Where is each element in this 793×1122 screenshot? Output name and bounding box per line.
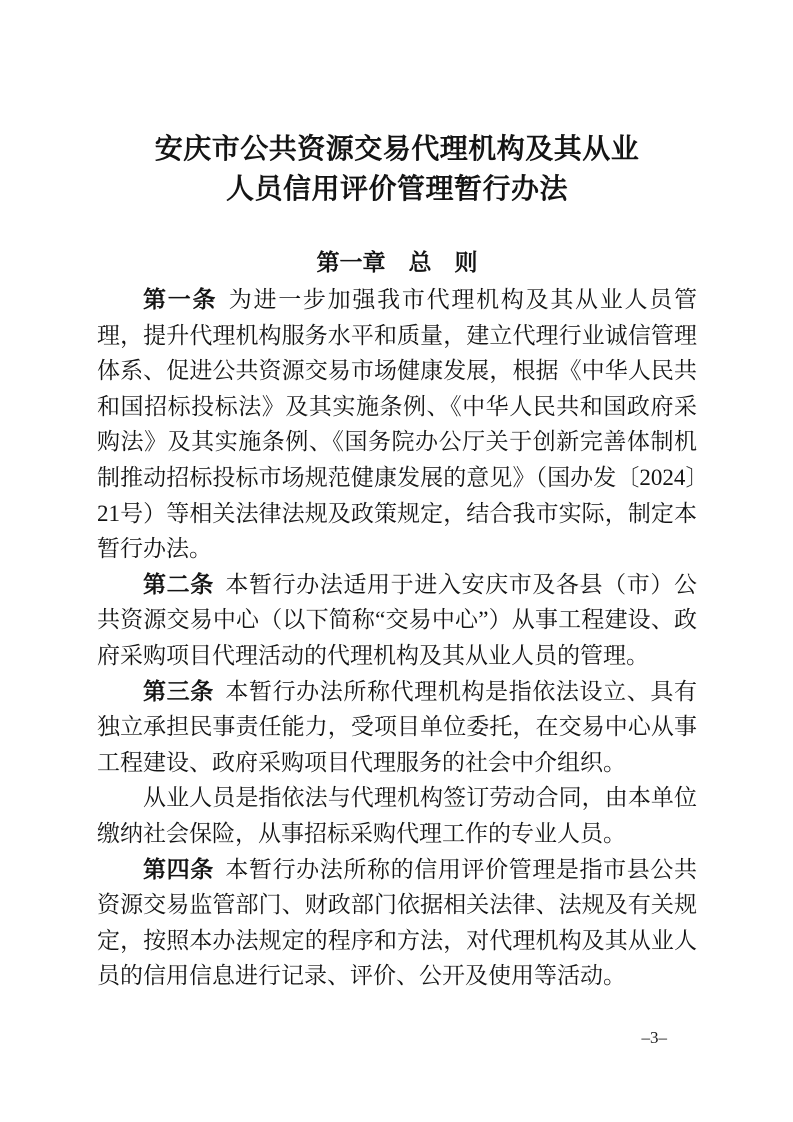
article-content: 为进一步加强我市代理机构及其从业人员管理，提升代理机构服务水平和质量，建立代理行业诚信管理体系、促进公共资源交易市场健康发展，根据《中华人民共和国招标投标法》及其实施条例、《中华人民共和国政府采购法》及其实施条例、《国务院办公厅关于创新完善体制机制推动招标投标市场规范健康发展的意见》（国办发〔2024〕21号）等相关法律法规及政策规定，结合我市实际，制定本暂行办法。: [97, 287, 698, 562]
article-paragraph: [97, 852, 697, 994]
article-content: 从业人员是指依法与代理机构签订劳动合同，由本单位缴纳社会保险，从事招标采购代理工作的专业人员。: [97, 785, 697, 846]
article-number: 第四条: [143, 855, 214, 882]
document-title-line1: 安庆市公共资源交易代理机构及其从业: [154, 134, 640, 165]
article-content: 本暂行办法所称的信用评价管理是指市县公共资源交易监管部门、财政部门依据相关法律、法规及有关规定，按照本办法规定的程序和方法，对代理机构及其从业人员的信用信息进行记录、评价、公开及使用等活动。: [97, 856, 698, 989]
article-number: 第二条: [143, 570, 214, 597]
article-paragraph: [97, 780, 697, 851]
document-title-line2: 人员信用评价管理暂行办法: [225, 174, 568, 205]
article-paragraph: [97, 282, 697, 567]
page-number: –3–: [641, 1028, 667, 1047]
chapter-heading: 第一章 总 则: [316, 249, 478, 275]
document-body: [97, 130, 697, 994]
article-paragraph: [97, 567, 697, 674]
article-content: 本暂行办法适用于进入安庆市及各县（市）公共资源交易中心（以下简称“交易中心”）从事工程建设、政府采购项目代理活动的代理机构及其从业人员的管理。: [97, 571, 698, 668]
article-text-block: [97, 282, 697, 994]
article-paragraph: [97, 674, 697, 781]
article-number: 第一条: [143, 286, 218, 312]
document-title: [97, 130, 697, 210]
article-number: 第三条: [143, 677, 214, 704]
article-content: 本暂行办法所称代理机构是指依法设立、具有独立承担民事责任能力，受项目单位委托，在交易中心从事工程建设、政府采购项目代理服务的社会中介组织。: [97, 678, 698, 775]
